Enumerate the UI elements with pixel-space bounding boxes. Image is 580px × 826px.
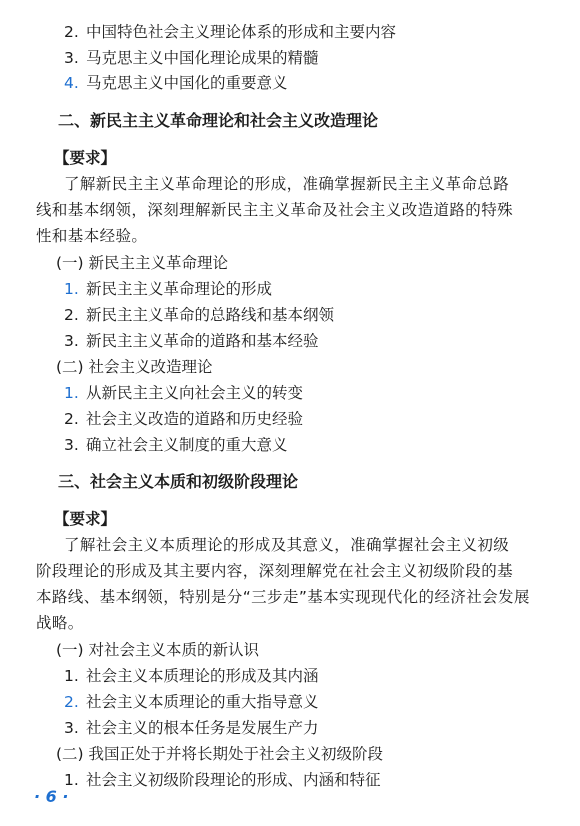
subsection-heading: (一) 对社会主义本质的新认识	[56, 641, 260, 659]
section-heading: 三、社会主义本质和初级阶段理论	[58, 472, 299, 491]
list-item: 2. 社会主义本质理论的重大指导意义	[64, 693, 319, 711]
list-item: 2. 新民主主义革命的总路线和基本纲领	[64, 306, 335, 324]
paragraph-line: 阶段理论的形成及其主要内容，深刻理解党在社会主义初级阶段的基	[36, 562, 514, 580]
list-item: 2. 中国特色社会主义理论体系的形成和主要内容	[64, 23, 397, 41]
paragraph-line: 了解新民主主义革命理论的形成，准确掌握新民主主义革命总路	[64, 175, 510, 193]
section-heading: 二、新民主主义革命理论和社会主义改造理论	[58, 111, 379, 130]
requirement-label: 【要求】	[54, 149, 117, 167]
list-item: 1. 从新民主主义向社会主义的转变	[64, 384, 304, 402]
list-item: 3. 马克思主义中国化理论成果的精髓	[64, 49, 319, 67]
list-item: 1. 新民主主义革命理论的形成	[64, 280, 273, 298]
list-item: 3. 确立社会主义制度的重大意义	[64, 436, 288, 454]
list-item: 3. 社会主义的根本任务是发展生产力	[64, 719, 319, 737]
page-number: · 6 ·	[34, 787, 69, 806]
list-item: 2. 社会主义改造的道路和历史经验	[64, 410, 304, 428]
list-item: 1. 社会主义初级阶段理论的形成、内涵和特征	[64, 771, 381, 789]
list-item: 4. 马克思主义中国化的重要意义	[64, 74, 288, 92]
subsection-heading: (二) 社会主义改造理论	[56, 358, 213, 376]
requirement-label: 【要求】	[54, 510, 117, 528]
paragraph-line: 了解社会主义本质理论的形成及其意义，准确掌握社会主义初级	[64, 536, 510, 554]
subsection-heading: (一) 新民主主义革命理论	[56, 254, 229, 272]
paragraph-line: 本路线、基本纲领，特别是分“三步走”基本实现现代化的经济社会发展	[36, 588, 530, 606]
paragraph-line: 线和基本纲领，深刻理解新民主主义革命及社会主义改造道路的特殊	[36, 201, 514, 219]
list-item: 3. 新民主主义革命的道路和基本经验	[64, 332, 319, 350]
paragraph-line: 战略。	[36, 614, 84, 632]
list-item: 1. 社会主义本质理论的形成及其内涵	[64, 667, 319, 685]
subsection-heading: (二) 我国正处于并将长期处于社会主义初级阶段	[56, 745, 384, 763]
paragraph-line: 性和基本经验。	[36, 227, 148, 245]
